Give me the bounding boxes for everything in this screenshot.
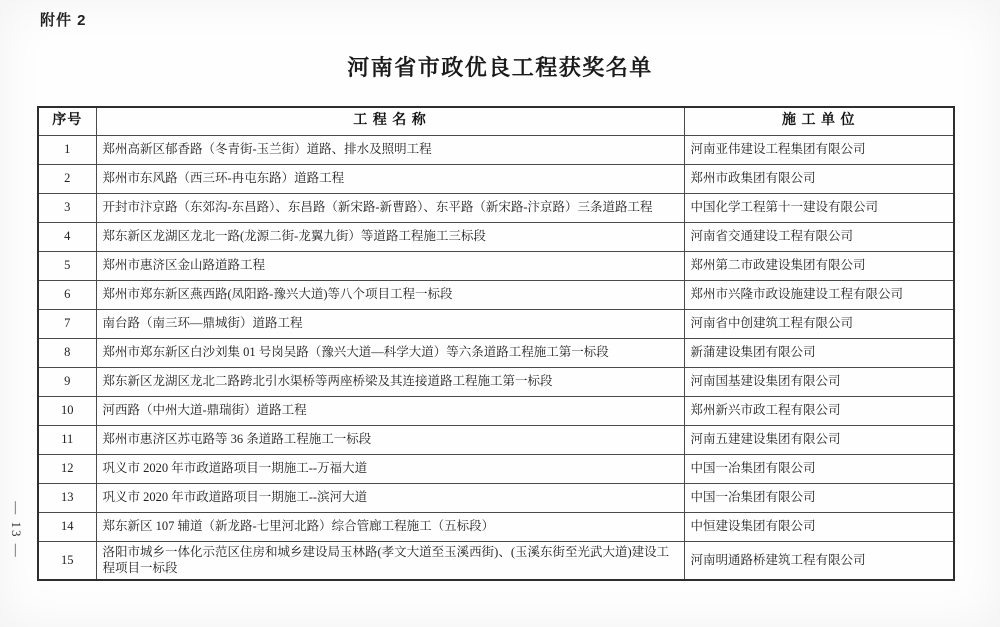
project-name-cell: 南台路（南三环—鼎城街）道路工程 [96,309,684,338]
project-name-cell: 开封市汴京路（东郊沟-东昌路）、东昌路（新宋路-新曹路）、东平路（新宋路-汴京路）三条道路工程 [96,193,684,222]
serial-number-cell: 6 [38,280,96,309]
table-row [38,251,954,280]
header-project-name: 工 程 名 称 [96,107,684,135]
serial-number-cell: 2 [38,164,96,193]
serial-number-cell: 14 [38,512,96,541]
serial-number-cell: 3 [38,193,96,222]
table-row [38,367,954,396]
table-row [38,280,954,309]
construction-unit-cell: 中国一冶集团有限公司 [684,483,954,512]
construction-unit-cell: 河南亚伟建设工程集团有限公司 [684,135,954,164]
project-name-cell: 巩义市 2020 年市政道路项目一期施工--万福大道 [96,454,684,483]
table-body [38,135,954,580]
construction-unit-cell: 中国一冶集团有限公司 [684,454,954,483]
construction-unit-cell: 河南国基建设集团有限公司 [684,367,954,396]
page-title: 河南省市政优良工程获奖名单 [347,55,653,80]
table-row [38,425,954,454]
serial-number-cell: 13 [38,483,96,512]
project-name-cell: 郑州市郑东新区白沙刘集 01 号岗吴路（豫兴大道—科学大道）等六条道路工程施工第一标段 [96,338,684,367]
table-row [38,541,954,580]
project-name-cell: 郑东新区龙湖区龙北二路跨北引水渠桥等两座桥梁及其连接道路工程施工第一标段 [96,367,684,396]
project-name-cell: 河西路（中州大道-鼎瑞街）道路工程 [96,396,684,425]
project-name-cell: 郑州市东风路（西三环-冉屯东路）道路工程 [96,164,684,193]
serial-number-cell: 9 [38,367,96,396]
project-name-cell: 郑东新区龙湖区龙北一路(龙源二街-龙翼九街）等道路工程施工三标段 [96,222,684,251]
table-row [38,193,954,222]
project-name-cell: 郑州高新区郁香路（冬青街-玉兰街）道路、排水及照明工程 [96,135,684,164]
project-name-cell: 郑东新区 107 辅道（新龙路-七里河北路）综合管廊工程施工（五标段） [96,512,684,541]
awards-table [37,106,955,581]
table-row [38,338,954,367]
construction-unit-cell: 河南省中创建筑工程有限公司 [684,309,954,338]
page-number: — 13 — [9,501,24,559]
construction-unit-cell: 河南明通路桥建筑工程有限公司 [684,541,954,580]
construction-unit-cell: 郑州第二市政建设集团有限公司 [684,251,954,280]
header-serial-number: 序号 [38,107,96,135]
project-name-cell: 郑州市惠济区苏屯路等 36 条道路工程施工一标段 [96,425,684,454]
construction-unit-cell: 中恒建设集团有限公司 [684,512,954,541]
table-row [38,164,954,193]
table-row [38,512,954,541]
construction-unit-cell: 郑州市政集团有限公司 [684,164,954,193]
construction-unit-cell: 新蒲建设集团有限公司 [684,338,954,367]
construction-unit-cell: 中国化学工程第十一建设有限公司 [684,193,954,222]
serial-number-cell: 10 [38,396,96,425]
project-name-cell: 巩义市 2020 年市政道路项目一期施工--滨河大道 [96,483,684,512]
table-row [38,135,954,164]
header-construction-unit: 施 工 单 位 [684,107,954,135]
serial-number-cell: 15 [38,541,96,580]
construction-unit-cell: 河南省交通建设工程有限公司 [684,222,954,251]
construction-unit-cell: 郑州新兴市政工程有限公司 [684,396,954,425]
serial-number-cell: 7 [38,309,96,338]
serial-number-cell: 1 [38,135,96,164]
table-row [38,483,954,512]
serial-number-cell: 8 [38,338,96,367]
table-header-row [38,107,954,135]
attachment-label: 附件 2 [40,12,87,29]
construction-unit-cell: 河南五建建设集团有限公司 [684,425,954,454]
serial-number-cell: 5 [38,251,96,280]
table-row [38,396,954,425]
table-row [38,454,954,483]
table-row [38,222,954,251]
project-name-cell: 洛阳市城乡一体化示范区住房和城乡建设局玉林路(孝文大道至玉溪西街)、(玉溪东街至光武大道)建设工程项目一标段 [96,541,684,580]
serial-number-cell: 12 [38,454,96,483]
project-name-cell: 郑州市郑东新区燕西路(凤阳路-豫兴大道)等八个项目工程一标段 [96,280,684,309]
table-row [38,309,954,338]
serial-number-cell: 4 [38,222,96,251]
construction-unit-cell: 郑州市兴隆市政设施建设工程有限公司 [684,280,954,309]
project-name-cell: 郑州市惠济区金山路道路工程 [96,251,684,280]
serial-number-cell: 11 [38,425,96,454]
